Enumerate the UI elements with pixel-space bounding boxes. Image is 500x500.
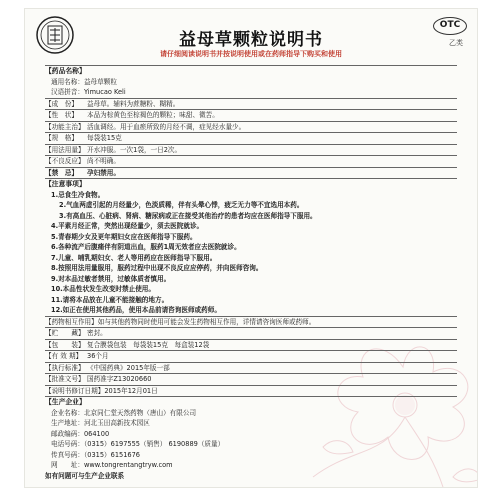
field-ingredients: 【成 份】 益母草。辅料为蔗糖粉、糊精。 [45,99,180,108]
field-dosage: 【用法用量】 开水冲服。一次1袋，一日2次。 [45,145,182,154]
caution-item: 10.本品性状发生改变时禁止使用。 [51,285,155,293]
common-name: 通用名称：益母草颗粒 [51,77,117,86]
field-indications: 【功能主治】 活血调经。用于血瘀所致的月经不调，症见经水量少。 [45,122,246,131]
field-revision-date: 【说明书修订日期】2015年12月01日 [45,386,158,395]
field-shelf-life: 【有 效 期】 36个月 [45,352,109,360]
field-approval-number: 【批准文号】 国药准字Z13020660 [45,375,152,383]
otc-category-label: 乙类 [449,39,463,47]
field-standard: 【执行标准】 《中国药典》2015年版一部 [45,363,170,372]
caution-item: 9.对本品过敏者禁用，过敏体质者慎用。 [51,274,171,283]
drug-name-header: 【药品名称】 [45,67,86,75]
pinyin-name: 汉语拼音：Yimucao Keli [51,88,126,96]
caution-item: 2.气血两虚引起的月经量少，色淡质稀，伴有头晕心悸，疲乏无力等不宜选用本药。 [59,201,304,209]
manufacturer-fax: 传真号码：（0315）6151676 [51,450,141,459]
manufacturer-postcode: 邮政编码：064100 [51,429,110,438]
field-contraindications: 【禁 忌】 孕妇禁用。 [45,168,120,177]
field-packaging: 【包 装】 复合膜袋包装 每袋装15克 每盒装12袋 [45,340,210,349]
manufacturer-phone: 电话号码：（0315）6197555（销售） 6190889（质量） [51,440,225,448]
caution-item: 5.青春期少女及更年期妇女应在医师指导下服药。 [51,232,197,241]
contact-footer: 如有问题可与生产企业联系 [45,471,125,480]
leaflet-sheet [24,8,478,488]
field-specification: 【规 格】 每袋装15克 [45,134,122,142]
manufacturer-website: 网 址：www.tongrentangtryw.com [51,461,173,469]
caution-item: 6.各种流产后腹痛伴有阴道出血，服药1周无效者应去医院就诊。 [51,243,241,251]
caution-item: 11.请将本品放在儿童不能接触的地方。 [51,295,169,304]
field-adverse-reactions: 【不良反应】 尚不明确。 [45,157,120,165]
page-subtitle: 请仔细阅读说明书并按说明使用或在药师指导下购买和使用 [160,50,342,58]
caution-item: 8.按照用法用量服用，服药过程中出现不良反应应停药，并向医师咨询。 [51,264,263,272]
cautions-header: 【注意事项】 [45,180,86,188]
field-appearance: 【性 状】 本品为棕黄色至棕褐色的颗粒；味甜、微苦。 [45,111,219,119]
otc-badge: OTC [433,17,467,35]
leaflet-content [45,65,457,481]
caution-item: 4.平素月经正常，突然出现经量少，须去医院就诊。 [51,222,204,230]
manufacturer-name: 企业名称：北京同仁堂天然药物（唐山）有限公司 [51,408,197,417]
caution-item: 3.有高血压、心脏病、肾病、糖尿病或正在接受其他治疗的患者均应在医师指导下服用。 [59,211,317,220]
field-drug-interactions: 【药物相互作用】如与其他药物同时使用可能会发生药物相互作用，详情请咨询医师或药师。 [45,317,316,326]
caution-item: 7.儿童、哺乳期妇女、老人等用药应在医师指导下服用。 [51,253,217,262]
caution-item: 12.如正在使用其他药品，使用本品前请咨询医师或药师。 [51,306,221,314]
caution-item: 1.忌食生冷食物。 [51,190,105,199]
manufacturer-header: 【生产企业】 [45,398,86,406]
manufacturer-address: 生产地址：河北玉田高新技术园区 [51,419,150,427]
page-title: 益母草颗粒说明书 [179,30,323,50]
field-storage: 【贮 藏】 密封。 [45,329,107,337]
